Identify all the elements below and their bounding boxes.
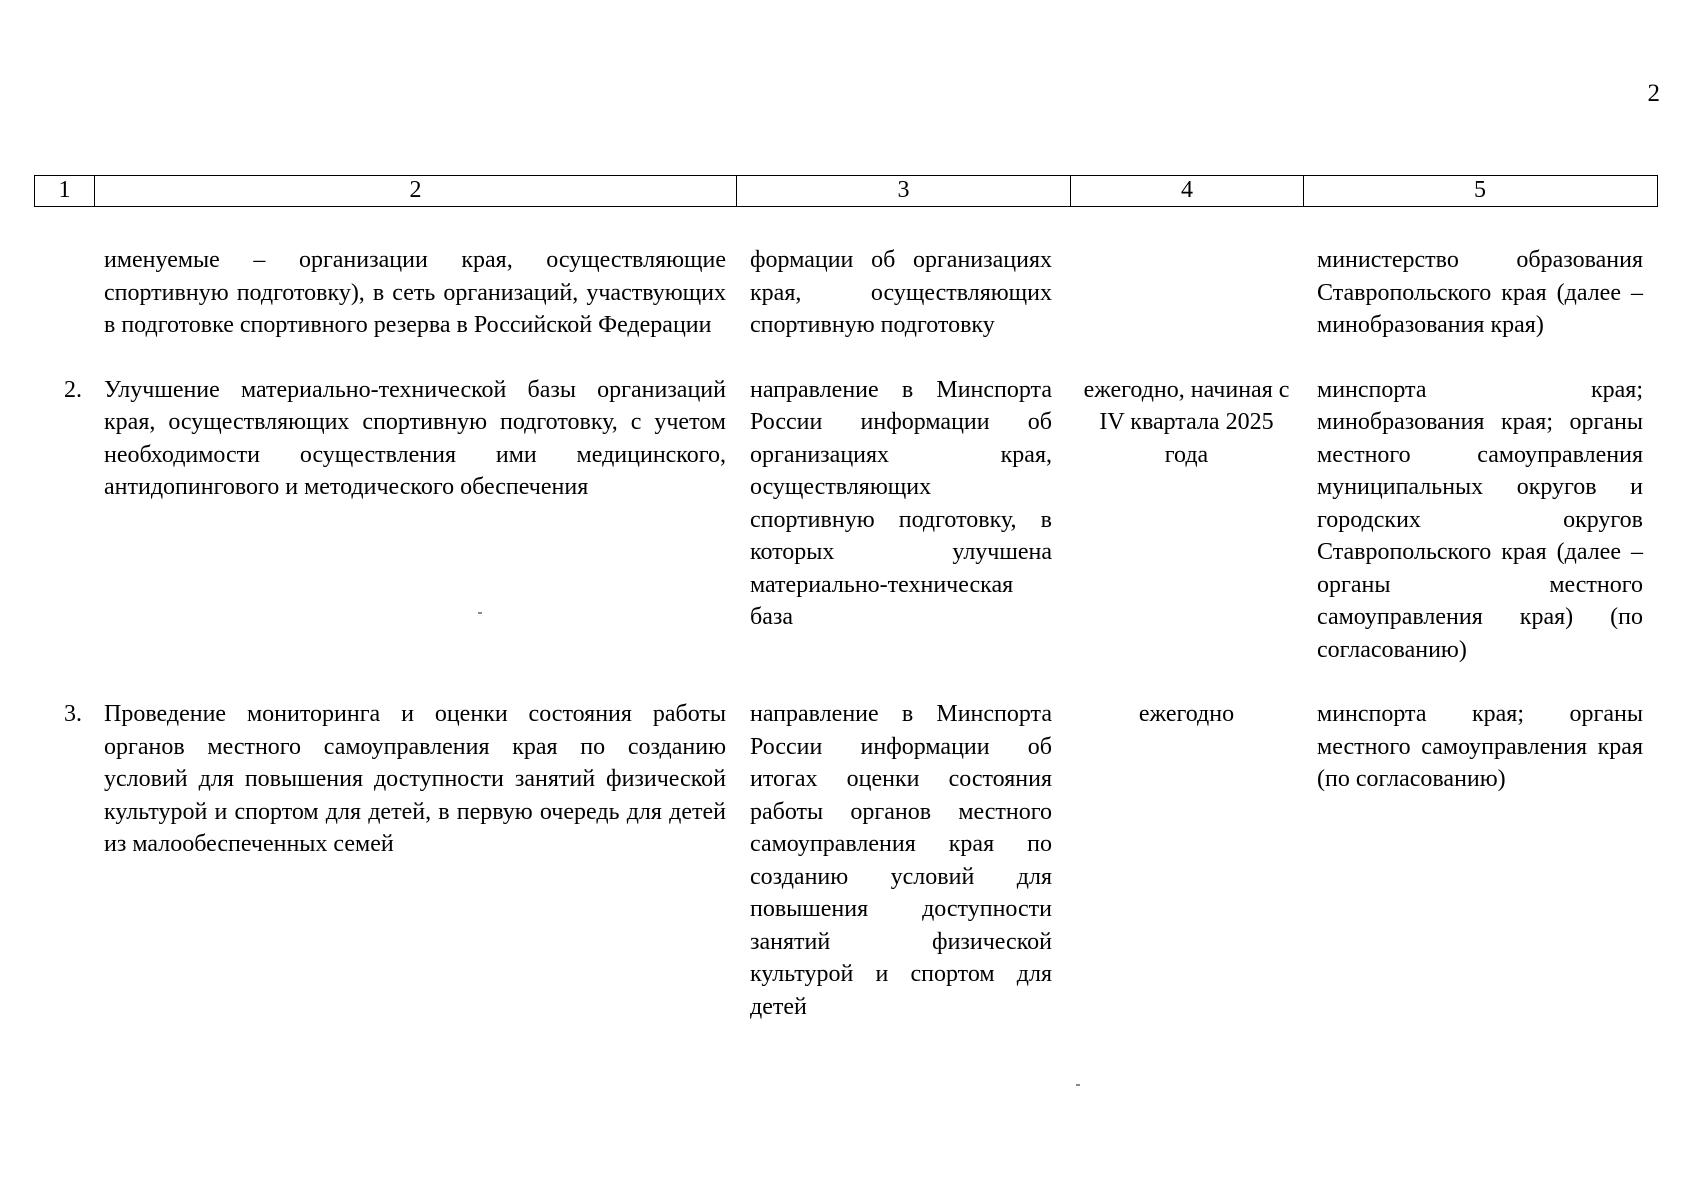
deadline-text: ежегодно, начиная с IV квартала 2025 года — [1083, 376, 1290, 468]
deadline-text — [1070, 244, 1303, 342]
result-text: направление в Минспорта России информации об итогах оценки состояния работы органов местного самоуправления края по созданию условий для повышения доступности занятий физической культурой и спортом для детей — [750, 701, 1052, 1020]
column-header-3: 3 — [737, 176, 1071, 206]
result-text: направление в Минспорта России информации об организациях края, осуществляющих спортивную подготовку, в которых улучшена материально-техническая база — [750, 376, 1052, 630]
scan-speck — [1076, 1084, 1080, 1086]
table-row — [34, 244, 1658, 342]
result-text: формации об организациях края, осуществляющих спортивную подготовку — [750, 247, 1052, 338]
action-text: Проведение мониторинга и оценки состояния работы органов местного самоуправления края по созданию условий для повышения доступности занятий физической культурой и спортом для детей, в первую очередь для детей из малообеспеченных семей — [104, 701, 726, 857]
row-number: 2. — [64, 376, 82, 403]
column-header-4: 4 — [1071, 176, 1304, 206]
action-text: именуемые – организации края, осуществляющие спортивную подготовку), в сеть организаций, участвующих в подготовке спортивного резерва в Российской Федерации — [104, 247, 726, 338]
table-row — [34, 374, 1658, 667]
row-number — [34, 244, 94, 342]
page-number: 2 — [1647, 80, 1660, 107]
row-number: 3. — [64, 701, 82, 727]
deadline-text: ежегодно — [1138, 701, 1235, 727]
responsible-text: минспорта края; органы местного самоуправления края (по согласованию) — [1317, 701, 1643, 792]
table-row — [34, 698, 1658, 1023]
plan-table — [34, 175, 1658, 1023]
column-header-1: 1 — [35, 176, 95, 206]
responsible-text: минспорта края; минобразования края; органы местного самоуправления муниципальных округов и городских округов Ставропольского края (далее – органы местного самоуправления края) (по согласованию) — [1317, 376, 1643, 663]
scan-speck — [478, 612, 482, 614]
column-header-2: 2 — [95, 176, 737, 206]
responsible-text: министерство образования Ставропольского края (далее – минобразования края) — [1317, 247, 1643, 338]
table-header-row — [34, 175, 1658, 207]
column-header-5: 5 — [1474, 177, 1486, 203]
action-text: Улучшение материально-технической базы организаций края, осуществляющих спортивную подготовку, с учетом необходимости осуществления ими медицинского, антидопингового и методического обеспечения — [104, 376, 726, 500]
